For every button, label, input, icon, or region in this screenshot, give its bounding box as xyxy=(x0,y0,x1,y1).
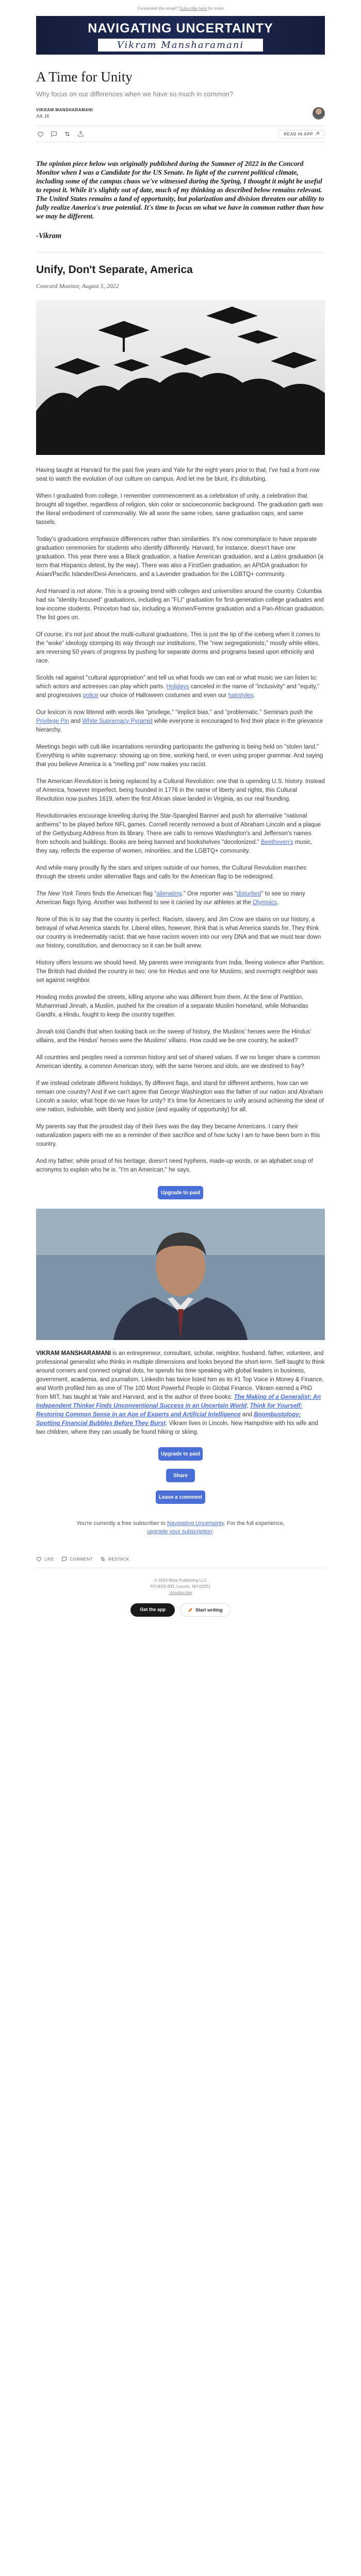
pen-icon xyxy=(188,1607,193,1613)
inline-link[interactable]: disturbed xyxy=(237,891,261,897)
inline-link[interactable]: White Supremacy Pyramid xyxy=(82,718,153,724)
book-link-boombustology[interactable]: Boombustology: Spotting Financial Bubbles Before They Burst xyxy=(36,1412,301,1427)
inline-link[interactable]: Holidays xyxy=(166,684,189,690)
unsubscribe-link[interactable]: Unsubscribe xyxy=(169,1590,192,1595)
post-title[interactable]: A Time for Unity xyxy=(36,69,133,84)
comment-icon xyxy=(61,1556,67,1562)
author-name[interactable]: VIKRAM MANSHARAMANI xyxy=(36,108,93,112)
paragraph-text: All countries and peoples need a common history and set of shared values. If we no longer share a common American identity, a common American story, with the same heroes and idols, are we destined to fray? xyxy=(36,1055,320,1070)
leave-comment-button[interactable]: Leave a comment xyxy=(156,1490,205,1504)
post-subtitle: Why focus on our differences when we have so much in common? xyxy=(36,90,234,98)
book-link-think-for-yourself[interactable]: Think for Yourself: Restoring Common Sense in an Age of Experts and Artificial Intelligence xyxy=(36,1403,303,1418)
comment-action[interactable] xyxy=(61,1556,93,1562)
author-avatar[interactable] xyxy=(313,107,325,120)
author-portrait-image xyxy=(36,1209,325,1340)
intro-note: The opinion piece below was originally published during the Summer of 2022 in the Concord Monitor when I was a Candidate for the US Senate. In light of the current political climate, including some of the campus chaos we've witnessed during the Spring, I thought it might be useful to repost it. While it's slightly out of date, much of my thinking as described below remains relevant. The United States remains a land of opportunity, but polarization and division threaten our ability to fully realize America's true potential. It's time to focus on what we have in common rather than how we may be different. xyxy=(36,160,324,220)
publication-name: The New York Times xyxy=(36,891,91,897)
read-in-app-label: READ IN APP xyxy=(284,131,313,137)
paragraph-text: Today's graduations emphasize differences rather than similarities. It's now commonplace to have separate graduation ceremonies for students who identify differently. Harvard, for instance, doesn't have one graduation. This year there was a Black graduation, a Native American graduation, and a Latinx graduation (a term that Hispanics detest, by the way). There was also a FirstGen graduation, an APIDA graduation for Asian/Pacific Islander/Desi-Americans, and a Lavender graduation for the LGBTQ+ community. xyxy=(36,536,323,578)
upgrade-to-paid-button[interactable]: Upgrade to paid xyxy=(158,1186,203,1199)
paragraph-text: Howling mobs prowled the streets, killing anyone who was different from them. At the time of Partition, Muhammad Jinnah, a Muslim, pushed for the creation of a separate Muslim homeland, while Mohandas Gandhi, a Hindu, fought to keep the country together. xyxy=(36,994,308,1018)
bio-name: VIKRAM MANSHARAMANI xyxy=(36,1350,111,1357)
article-paragraph xyxy=(36,466,325,484)
inline-link[interactable]: Olympics xyxy=(252,900,277,906)
app-buttons xyxy=(36,1603,325,1617)
restack-label: RESTACK xyxy=(108,1556,129,1562)
article-paragraph xyxy=(36,631,325,666)
like-label: LIKE xyxy=(44,1556,55,1562)
article-paragraph xyxy=(36,535,325,579)
footer-actions xyxy=(36,1547,325,1568)
article-paragraph xyxy=(36,708,325,735)
article-paragraph xyxy=(36,674,325,700)
paragraph-text: finds the American flag " xyxy=(91,891,157,897)
post-actions-bar xyxy=(36,126,325,142)
paragraph-text: " to see so many American flags flying. Another was bothered to see it carried by our athletes at the xyxy=(36,891,305,906)
forward-note-suffix: for more xyxy=(208,6,224,11)
inline-link[interactable]: Privilege Pin xyxy=(36,718,69,724)
copyright-text: © 2024 Wise Publishing LLC xyxy=(154,1578,207,1583)
paragraph-text: And while many proudly fly the stars and stripes outside of our homes, the Cultural Revolution marches through the streets under alternative flags and calls for the American flag to be redesigned. xyxy=(36,865,307,880)
free-note-prefix: You're currently a free subscriber to xyxy=(76,1520,166,1527)
paragraph-text: My parents say that the proudest day of their lives was the day they became Americans. I carry their naturalization papers with me as a reminder of their sacrifice and of how lucky I am to have been born in this country. xyxy=(36,1124,320,1147)
paragraph-text: . xyxy=(277,900,279,906)
subscribe-link[interactable]: Subscribe here xyxy=(179,6,207,11)
paragraph-text: If we instead celebrate different holidays, fly different flags, and stand for different anthems, how can we remain one country? And if we can't agree that George Washington was the father of our nation and Abraham Lincoln a savior, what hope do we have for unity? It's time for Americans to unify around achieving the ideal of one nation, indivisible, with liberty and justice (and equality of opportunity) for all. xyxy=(36,1080,324,1113)
article-paragraph xyxy=(36,959,325,985)
banner-subtitle: Vikram Mansharamani xyxy=(98,39,263,52)
share-icon[interactable] xyxy=(76,130,85,138)
copyright-block xyxy=(36,1578,325,1596)
article-paragraph xyxy=(36,864,325,882)
paragraph-text: History offers lessons we should heed. My parents were immigrants from India, fleeing violence after Partition. The British had divided the country in two; one for Hindus and one for Muslims, and overnight neighbor was set against neighbor. xyxy=(36,960,325,984)
comment-icon[interactable] xyxy=(50,130,58,138)
paragraph-text: our choice of Halloween costumes and even our xyxy=(98,692,228,699)
article-paragraph xyxy=(36,812,325,856)
external-link-icon xyxy=(315,132,319,136)
inline-link[interactable]: alienating xyxy=(156,891,182,897)
article-paragraph xyxy=(36,993,325,1020)
author-meta xyxy=(36,107,313,120)
article-paragraph xyxy=(36,492,325,527)
article-source: Concord Monitor, August 5, 2022 xyxy=(36,282,119,290)
free-subscriber-note xyxy=(36,1519,325,1536)
heart-icon[interactable] xyxy=(36,130,44,138)
free-note-end: . xyxy=(212,1529,214,1535)
bio-sep-2: and xyxy=(240,1412,254,1418)
paragraph-text: None of this is to say that the country is perfect. Racism, slavery, and Jim Crow are stains on our history, a betrayal of what America stands for. Liberal elites, however, think that is what America stands for. They think our country is irredeemably racist; that we have racism woven into our very DNA and that we must tear down our history, constitution, and democracy so it can be built anew. xyxy=(36,917,321,949)
paragraph-text: and xyxy=(69,718,83,724)
author-row xyxy=(36,107,325,120)
author-bio xyxy=(36,1349,325,1437)
paragraph-text: Of course, it's not just about the multi-cultural graduations. This is just the tip of the iceberg when it comes to the "woke" ideology stomping its way through our institutions. The "new segregationists," mostly white elites, are reversing 50 years of progress by pushing for separate dorms and programs based upon ethnicity and race. xyxy=(36,632,320,664)
paragraph-text: Our lexicon is now littered with words like "privilege," "implicit bias," and "problematic." Seminars push the xyxy=(36,709,313,716)
read-in-app-button[interactable] xyxy=(278,130,325,139)
paragraph-text: while everyone is encouraged to find their place in the grievance hierarchy. xyxy=(36,718,323,733)
paragraph-text: Meetings begin with cult-like incantations reminding participants the gathering is being held on "stolen land." Everything is white supremacy: showing up on time, working hard, or even using proper grammar. And saying that you believe America is a "melting pot" now makes you racist. xyxy=(36,744,323,768)
article-paragraph xyxy=(36,890,325,907)
article-paragraph xyxy=(36,743,325,769)
comment-label: COMMENT xyxy=(70,1556,93,1562)
article-paragraph xyxy=(36,916,325,951)
author-portrait[interactable] xyxy=(36,1209,325,1340)
address-text: PO BOX 833, Lincoln, NH 03251 xyxy=(150,1584,211,1589)
paragraph-text: Revolutionaries encourage kneeling during the Star-Spangled Banner and push for alternative "national anthems" to be played before NFL games. Cornell recently removed a bust of Abraham Lincoln and a plaque of the Gettysburg Address from its library. There are calls to remove Washington's and Jefferson's names from schools and buildings. Books are being banned and bookshelves "decolonized." xyxy=(36,813,321,845)
upgrade-subscription-link[interactable]: upgrade your subscription xyxy=(147,1529,212,1535)
bio-sep-1: ; xyxy=(247,1403,250,1409)
upgrade-to-paid-button-2[interactable]: Upgrade to paid xyxy=(158,1447,203,1461)
paragraph-text: music, they say, reflects the expense of women, minorities, and the LGBTQ+ community. xyxy=(36,839,313,854)
book-link-generalist[interactable]: The Making of a Generalist: An Independent Thinker Finds Unconventional Success in an Uncertain World xyxy=(36,1394,321,1409)
paragraph-text: When I graduated from college, I remember commencement as a celebration of unity, a celebration that brought all together, regardless of religion, skin color or socioeconomic background. The graduation garb was the literal embodiment of commonality. We all wore the same robes, same graduation caps, and same tassels. xyxy=(36,493,323,526)
banner-title: NAVIGATING UNCERTAINTY xyxy=(88,21,273,36)
paragraph-text: Having taught at Harvard for the past five years and Yale for the eight years prior to that, I've had a front-row seat to watch the evolution of our culture on campus. And let me be blunt, it's disturbing. xyxy=(36,467,320,482)
article-paragraph xyxy=(36,777,325,804)
publication-banner[interactable] xyxy=(36,16,325,55)
publication-link[interactable]: Navigating Uncertainty xyxy=(167,1520,224,1527)
paragraph-text: ." One reporter was " xyxy=(182,891,237,897)
inline-link[interactable]: hairstyles xyxy=(228,692,254,699)
restack-action[interactable] xyxy=(100,1556,129,1562)
paragraph-text: And my father, while proud of his heritage, doesn't need hyphens, made-up words, or an alphabet soup of acronyms to explain who he is. "I'm an American," he says. xyxy=(36,1158,313,1173)
article-paragraph xyxy=(36,1028,325,1045)
article-title: Unify, Don't Separate, America xyxy=(36,264,193,276)
article-paragraph xyxy=(36,587,325,622)
signature: -Vikram xyxy=(36,232,62,240)
article-paragraph xyxy=(36,1157,325,1175)
article-paragraph xyxy=(36,1123,325,1149)
share-button[interactable]: Share xyxy=(166,1469,195,1482)
paragraph-text: . xyxy=(253,692,255,699)
bio-text-2: . Vikram lives in Lincoln, New Hampshire with his wife and two children, where they can usually be found hiking or skiing. xyxy=(36,1420,318,1435)
forward-note-text: Forwarded this email? xyxy=(137,6,178,11)
heart-icon xyxy=(36,1556,42,1562)
graduates-silhouette-image xyxy=(36,300,325,455)
paragraph-text: Jinnah told Gandhi that when looking back on the sweep of history, the Muslims' heroes were the Hindus' villains, and the Hindus' heroes were the Muslims' villains. How could we be one country, he asked? xyxy=(36,1029,311,1044)
paragraph-text: Scolds rail against "cultural appropriation" and tell us what foods we can eat or what music we can listen to; which actors and actresses can play which parts. xyxy=(36,675,318,690)
paragraph-text: canceled in the name of "inclusivity" and "equity," and progressives xyxy=(36,684,320,699)
bio-text-1: is an entrepreneur, consultant, scholar, neighbor, husband, father, volunteer, and professional generalist who thinks in multiple dimensions and looks beyond the short-term. Self-taught to think around corners and connect original dots, he spends his time speaking with global leaders in business, government, academia, and journalism. LinkedIn has twice listed him as its #1 Top Voice in Money & Finance, and Worth profiled him as one of The 100 Most Powerful People in Global Finance. Vikram earned a PhD from MIT, has taught at Yale and Harvard, and is the author of three books: xyxy=(36,1350,325,1400)
article-paragraph xyxy=(36,1079,325,1114)
start-writing-button[interactable] xyxy=(180,1603,231,1617)
restack-icon xyxy=(100,1556,106,1562)
post-date: JUL 16 xyxy=(36,114,50,118)
restack-icon[interactable] xyxy=(63,130,71,138)
like-action[interactable] xyxy=(36,1556,54,1562)
forward-note xyxy=(0,0,361,14)
article-paragraph xyxy=(36,1054,325,1071)
get-app-button[interactable]: Get the app xyxy=(130,1603,175,1617)
inline-link[interactable]: police xyxy=(83,692,99,699)
paragraph-text: The American Revolution is being replaced by a Cultural Revolution: one that is upending U.S. history. Instead of America, however imperfect, being founded in 1776 in the name of liberty and rights, this Cultural Revolution now pushes 1619, when the first African slave landed in Virginia, as our real founding. xyxy=(36,778,325,802)
article-body xyxy=(36,466,325,1175)
graduation-photo[interactable] xyxy=(36,300,325,455)
start-writing-label: Start writing xyxy=(195,1607,223,1613)
paragraph-text: And Harvard is not alone. This is a growing trend with colleges and universities around the country. Columbia had six "identity-focused" graduations, including an "FLI" graduation for first-generation college graduates and low-income students. Princeton had six, including a Women/Femme graduation and a Pan-African graduation. The list goes on. xyxy=(36,588,325,621)
inline-link[interactable]: Beethoven's xyxy=(260,839,293,845)
free-note-mid: . For the full experience, xyxy=(223,1520,285,1527)
